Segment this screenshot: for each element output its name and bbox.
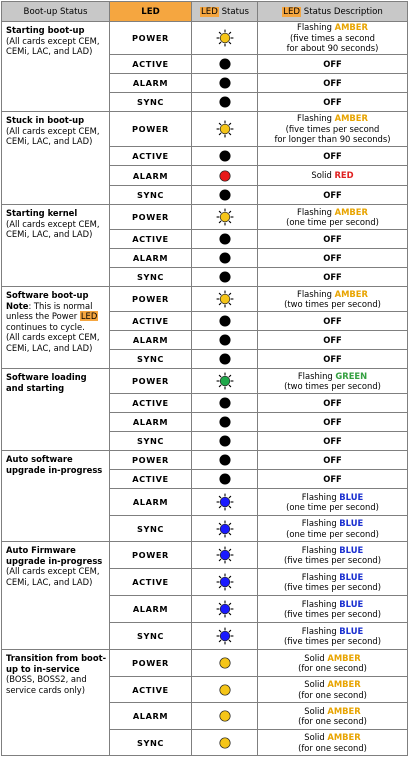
amber-led-solid-icon: [216, 734, 234, 752]
description-line-2: (five times a second: [290, 32, 375, 43]
note-label: Note: [6, 300, 29, 311]
led-name-cell: POWER: [110, 451, 192, 470]
led-name-cell: ACTIVE: [110, 470, 192, 489]
led-name-cell: ALARM: [110, 413, 192, 432]
led-status-description: [258, 147, 408, 166]
led-name-cell: ACTIVE: [110, 394, 192, 413]
blue-led-flash-icon: [216, 546, 234, 564]
led-status-description: [258, 623, 408, 650]
led-status-cell: [192, 186, 258, 205]
led-name-cell: SYNC: [110, 350, 192, 369]
header-led-status-rest: Status: [218, 6, 249, 17]
description-color-word: AMBER: [334, 22, 368, 33]
led-name-cell: ALARM: [110, 74, 192, 93]
led-status-description: [258, 394, 408, 413]
led-status-cell: [192, 677, 258, 703]
bootup-status-cell: [2, 205, 110, 287]
description-prefix: Flashing: [301, 571, 340, 582]
bootup-status-note: [6, 301, 107, 333]
table-row: [2, 650, 408, 677]
description-prefix: Solid: [304, 652, 328, 663]
led-status-description: [258, 703, 408, 730]
led-status-table: [1, 1, 408, 756]
bootup-status-subtitle: (All cards except CEM, CEMi, LAC, and LAD): [6, 35, 100, 56]
bootup-status-title: Stuck in boot-up: [6, 115, 85, 125]
table-row: [2, 112, 408, 147]
description-prefix: Flashing: [301, 625, 340, 636]
description-color-word: BLUE: [339, 598, 364, 609]
led-status-description: [258, 112, 408, 147]
description-line-1: [258, 732, 407, 743]
bootup-status-title: Starting boot-up: [6, 25, 85, 35]
description-line-1: [258, 518, 407, 529]
led-status-description: [258, 186, 408, 205]
led-status-description: [258, 22, 408, 55]
description-line-2: (five times per second): [284, 636, 381, 646]
bootup-status-title: Software boot-up: [6, 290, 89, 300]
led-status-cell: [192, 451, 258, 470]
led-status-cell: [192, 112, 258, 147]
led-status-description: [258, 268, 408, 287]
led-name-cell: SYNC: [110, 516, 192, 542]
table-row: [2, 542, 408, 569]
description-line-2: (two times per second): [284, 381, 381, 391]
description-prefix: Solid: [304, 732, 328, 742]
led-status-description: [258, 470, 408, 489]
description-off: OFF: [323, 150, 342, 161]
description-color-word: BLUE: [339, 625, 364, 636]
led-status-cell: [192, 166, 258, 186]
led-status-cell: [192, 569, 258, 596]
description-off: OFF: [323, 353, 342, 364]
description-color-word: BLUE: [339, 491, 364, 502]
bootup-status-title: Software loading and starting: [6, 372, 87, 393]
led-off-icon: [216, 331, 234, 349]
led-off-icon: [216, 451, 234, 469]
led-status-description: [258, 230, 408, 249]
led-off-icon: [216, 413, 234, 431]
bootup-status-cell: [2, 542, 110, 650]
description-line-1: [258, 572, 407, 583]
description-off: OFF: [323, 334, 342, 345]
led-off-icon: [216, 350, 234, 368]
header-led-status: [192, 2, 258, 22]
description-line-1: [258, 706, 407, 717]
led-status-cell: [192, 369, 258, 394]
led-status-cell: [192, 205, 258, 230]
led-status-cell: [192, 650, 258, 677]
led-status-description: [258, 312, 408, 331]
led-status-cell: [192, 730, 258, 756]
description-off: OFF: [323, 397, 342, 408]
bootup-status-cell: [2, 369, 110, 451]
led-name-cell: SYNC: [110, 268, 192, 287]
description-line-1: [258, 545, 407, 556]
bootup-status-title: Auto software upgrade in-progress: [6, 454, 103, 475]
led-off-icon: [216, 186, 234, 204]
led-name-cell: POWER: [110, 287, 192, 312]
led-status-description: [258, 650, 408, 677]
header-led-status-highlight: LED: [201, 6, 218, 17]
description-prefix: Flashing: [301, 598, 340, 609]
header-desc-highlight: LED: [283, 6, 301, 17]
description-line-1: [258, 22, 407, 33]
description-line-1: [258, 207, 407, 218]
description-color-word: AMBER: [327, 652, 361, 663]
led-name-cell: ACTIVE: [110, 55, 192, 74]
led-status-description: [258, 74, 408, 93]
description-line-1: [258, 371, 407, 382]
description-off: OFF: [323, 454, 342, 465]
led-status-cell: [192, 287, 258, 312]
led-status-description: [258, 677, 408, 703]
note-text-end: continues to cycle.: [6, 321, 85, 332]
led-off-icon: [216, 268, 234, 286]
note-led-word: LED: [80, 311, 98, 321]
led-status-description: [258, 516, 408, 542]
led-status-description: [258, 331, 408, 350]
led-off-icon: [216, 470, 234, 488]
description-off: OFF: [323, 58, 342, 69]
table-row: [2, 205, 408, 230]
led-status-description: [258, 730, 408, 756]
description-line-2: (five times per second): [284, 582, 381, 592]
led-name-cell: SYNC: [110, 623, 192, 650]
led-status-cell: [192, 432, 258, 451]
description-line-2: (one time per second): [286, 528, 379, 539]
led-off-icon: [216, 249, 234, 267]
led-status-description: [258, 451, 408, 470]
bootup-status-subtitle: (BOSS, BOSS2, and service cards only): [6, 674, 87, 695]
description-line-2: (five times per second: [285, 123, 380, 134]
description-prefix: Flashing: [297, 370, 336, 381]
table-body: [2, 22, 408, 756]
table-row: [2, 369, 408, 394]
led-status-description: [258, 596, 408, 623]
bootup-status-title: Transition from boot-up to in-service: [6, 653, 107, 674]
table-row: [2, 22, 408, 55]
description-prefix: Flashing: [301, 518, 340, 528]
led-off-icon: [216, 312, 234, 330]
description-color-word: RED: [334, 170, 354, 181]
description-line-2: (five times per second): [284, 609, 381, 619]
amber-led-solid-icon: [216, 681, 234, 699]
led-name-cell: POWER: [110, 650, 192, 677]
led-name-cell: ACTIVE: [110, 147, 192, 166]
description-line-2: (for one second): [298, 663, 367, 673]
led-status-cell: [192, 596, 258, 623]
description-off: OFF: [323, 252, 342, 263]
led-status-cell: [192, 22, 258, 55]
led-name-cell: POWER: [110, 112, 192, 147]
blue-led-flash-icon: [216, 627, 234, 645]
led-status-cell: [192, 470, 258, 489]
led-status-description: [258, 413, 408, 432]
amber-led-flash-icon: [216, 29, 234, 47]
description-off: OFF: [323, 271, 342, 282]
description-line-2: (two times per second): [284, 299, 381, 309]
description-line-2: (five times per second): [284, 555, 381, 565]
header-desc-rest: Status Description: [301, 6, 383, 17]
description-prefix: Solid: [304, 705, 328, 716]
description-off: OFF: [323, 473, 342, 484]
led-status-cell: [192, 703, 258, 730]
led-status-description: [258, 249, 408, 268]
bootup-status-cell: [2, 451, 110, 542]
green-led-flash-icon: [216, 372, 234, 390]
description-color-word: AMBER: [327, 732, 361, 742]
led-off-icon: [216, 432, 234, 450]
description-line-2: (for one second): [298, 716, 367, 726]
header-status-description: [258, 2, 408, 22]
description-off: OFF: [323, 77, 342, 88]
description-color-word: AMBER: [334, 288, 368, 299]
led-status-cell: [192, 230, 258, 249]
led-name-cell: ALARM: [110, 331, 192, 350]
led-status-cell: [192, 93, 258, 112]
led-status-description: [258, 205, 408, 230]
description-off: OFF: [323, 315, 342, 326]
description-prefix: Flashing: [297, 288, 335, 299]
description-color-word: AMBER: [334, 113, 368, 124]
amber-led-flash-icon: [216, 208, 234, 226]
led-name-cell: ALARM: [110, 489, 192, 516]
description-line-1: [258, 289, 407, 300]
led-name-cell: POWER: [110, 22, 192, 55]
description-line-1: [258, 599, 407, 610]
led-status-cell: [192, 249, 258, 268]
led-off-icon: [216, 93, 234, 111]
description-line-1: [258, 170, 407, 181]
led-status-cell: [192, 623, 258, 650]
description-line-2: (one time per second): [286, 502, 379, 512]
description-line-1: [258, 492, 407, 503]
description-color-word: BLUE: [339, 518, 364, 528]
led-status-description: [258, 166, 408, 186]
bootup-status-title: Auto Firmware upgrade in-progress: [6, 545, 103, 566]
led-status-cell: [192, 489, 258, 516]
description-color-word: AMBER: [334, 206, 368, 217]
amber-led-flash-icon: [216, 290, 234, 308]
led-status-cell: [192, 394, 258, 413]
table-header-row: [2, 2, 408, 22]
led-status-description: [258, 93, 408, 112]
led-status-description: [258, 569, 408, 596]
led-status-cell: [192, 74, 258, 93]
led-status-description: [258, 432, 408, 451]
led-name-cell: SYNC: [110, 93, 192, 112]
led-off-icon: [216, 230, 234, 248]
description-line-2: (for one second): [298, 689, 367, 700]
header-bootup-status: Boot-up Status: [2, 2, 110, 22]
led-status-description: [258, 489, 408, 516]
description-off: OFF: [323, 189, 342, 200]
bootup-status-subtitle: (All cards except CEM, CEMi, LAC, and LAD): [6, 218, 100, 239]
description-line-2: (one time per second): [286, 217, 379, 227]
blue-led-flash-icon: [216, 600, 234, 618]
description-line-3: for longer than 90 seconds): [274, 134, 391, 145]
description-color-word: GREEN: [335, 370, 368, 381]
description-color-word: AMBER: [327, 679, 361, 689]
blue-led-flash-icon: [216, 520, 234, 538]
led-name-cell: ALARM: [110, 249, 192, 268]
led-status-cell: [192, 350, 258, 369]
led-status-cell: [192, 55, 258, 74]
description-prefix: Solid: [311, 170, 335, 181]
description-prefix: Flashing: [297, 22, 335, 33]
led-status-description: [258, 369, 408, 394]
led-status-cell: [192, 331, 258, 350]
bootup-status-cell: [2, 22, 110, 112]
note-text: : This is normal unless the Power: [6, 300, 93, 321]
description-prefix: Solid: [304, 679, 328, 689]
description-prefix: Flashing: [297, 113, 335, 124]
amber-led-solid-icon: [216, 707, 234, 725]
description-line-1: [258, 679, 407, 690]
description-off: OFF: [323, 435, 342, 446]
led-name-cell: SYNC: [110, 730, 192, 756]
bootup-status-subtitle: (All cards except CEM, CEMi, LAC, and LAD): [6, 332, 100, 353]
description-prefix: Flashing: [297, 206, 335, 217]
bootup-status-subtitle: (All cards except CEM, CEMi, LAC, and LAD): [6, 566, 100, 587]
led-name-cell: SYNC: [110, 186, 192, 205]
bootup-status-cell: [2, 650, 110, 756]
description-off: OFF: [323, 233, 342, 244]
led-name-cell: ALARM: [110, 703, 192, 730]
description-line-1: [258, 113, 407, 124]
description-prefix: Flashing: [301, 544, 340, 555]
description-off: OFF: [323, 96, 342, 107]
bootup-status-cell: [2, 287, 110, 369]
led-off-icon: [216, 74, 234, 92]
bootup-status-subtitle: (All cards except CEM, CEMi, LAC, and LAD): [6, 125, 100, 146]
led-status-cell: [192, 268, 258, 287]
description-color-word: BLUE: [339, 571, 364, 582]
description-color-word: AMBER: [327, 705, 361, 716]
description-prefix: Flashing: [301, 491, 340, 502]
led-status-description: [258, 287, 408, 312]
led-name-cell: ACTIVE: [110, 677, 192, 703]
led-name-cell: ACTIVE: [110, 230, 192, 249]
bootup-status-title: Starting kernel: [6, 208, 78, 218]
blue-led-flash-icon: [216, 493, 234, 511]
header-led: LED: [110, 2, 192, 22]
led-status-description: [258, 350, 408, 369]
table-row: [2, 287, 408, 312]
led-status-description: [258, 55, 408, 74]
led-off-icon: [216, 55, 234, 73]
description-line-1: [258, 626, 407, 637]
led-status-cell: [192, 413, 258, 432]
led-name-cell: ALARM: [110, 166, 192, 186]
description-line-3: for about 90 seconds): [286, 43, 379, 54]
led-off-icon: [216, 394, 234, 412]
led-status-cell: [192, 516, 258, 542]
led-status-cell: [192, 147, 258, 166]
description-off: OFF: [323, 416, 342, 427]
table-row: [2, 451, 408, 470]
blue-led-flash-icon: [216, 573, 234, 591]
led-name-cell: ALARM: [110, 596, 192, 623]
description-color-word: BLUE: [339, 544, 364, 555]
led-name-cell: POWER: [110, 205, 192, 230]
led-status-cell: [192, 312, 258, 331]
amber-led-solid-icon: [216, 654, 234, 672]
description-line-1: [258, 653, 407, 664]
description-line-2: (for one second): [298, 742, 367, 753]
led-name-cell: ACTIVE: [110, 569, 192, 596]
led-name-cell: POWER: [110, 369, 192, 394]
led-off-icon: [216, 147, 234, 165]
led-name-cell: SYNC: [110, 432, 192, 451]
led-status-cell: [192, 542, 258, 569]
amber-led-flash-icon: [216, 120, 234, 138]
led-name-cell: POWER: [110, 542, 192, 569]
led-name-cell: ACTIVE: [110, 312, 192, 331]
led-status-description: [258, 542, 408, 569]
bootup-status-cell: [2, 112, 110, 205]
red-led-solid-icon: [216, 167, 234, 185]
